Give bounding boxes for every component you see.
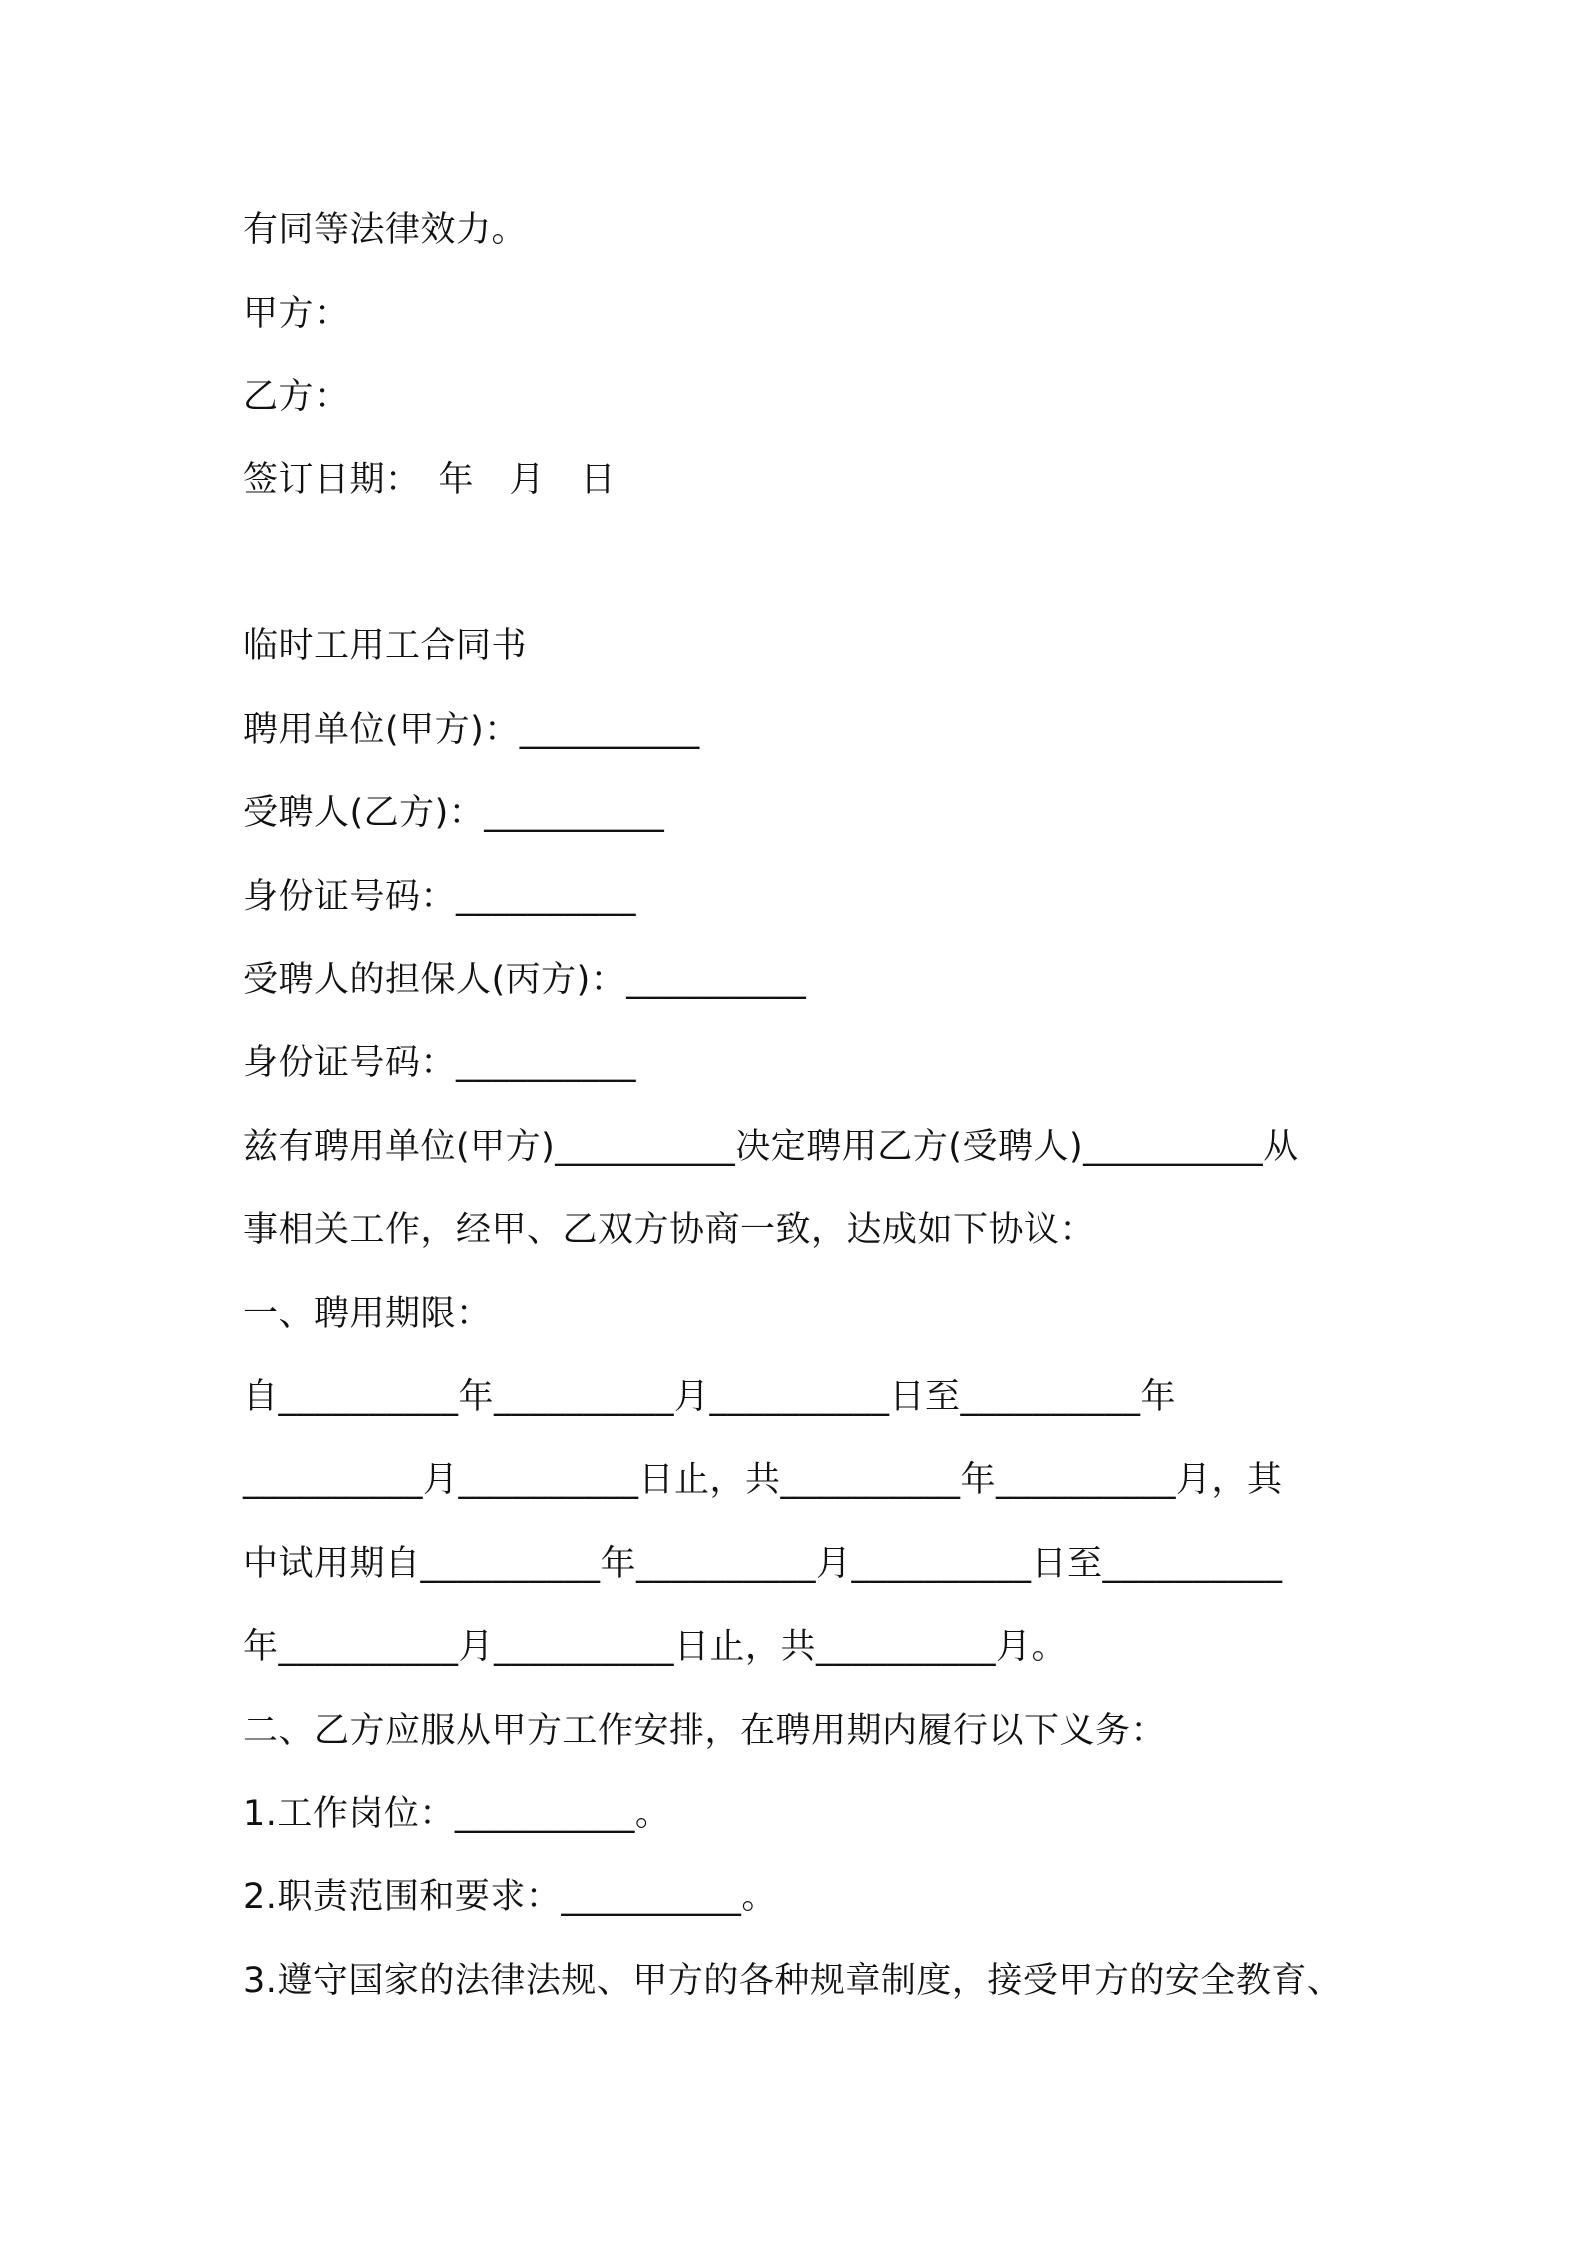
- text-line-compliance: 3.遵守国家的法律法规、甲方的各种规章制度，接受甲方的安全教育、: [243, 1961, 1343, 2001]
- text-line-term-3: 中试用期自__________年__________月__________日至__________: [243, 1544, 1283, 1584]
- text-line-duties: 2.职责范围和要求：__________。: [243, 1877, 777, 1917]
- text-line-intro-2: 事相关工作，经甲、乙双方协商一致，达成如下协议：: [243, 1210, 1096, 1250]
- section-heading-obligations: 二、乙方应服从甲方工作安排，在聘用期内履行以下义务：: [243, 1711, 1167, 1751]
- text-line-employee: 受聘人(乙方)：__________: [243, 793, 665, 833]
- text-line-party-b: 乙方：: [243, 377, 350, 417]
- text-line-term-2: __________月__________日止，共__________年__________月，其: [243, 1460, 1283, 1500]
- text-line-term-4: 年__________月__________日止，共__________月。: [243, 1627, 1068, 1667]
- text-line-id-number: 身份证号码：__________: [243, 877, 637, 917]
- text-line-guarantor-id: 身份证号码：__________: [243, 1043, 637, 1083]
- section-heading-term: 一、聘用期限：: [243, 1294, 492, 1334]
- text-line-party-a: 甲方：: [243, 294, 350, 334]
- text-line-term-1: 自__________年__________月__________日至__________年: [243, 1377, 1177, 1417]
- text-line-signing-date: 签订日期： 年 月 日: [243, 460, 617, 500]
- text-line-legal-effect: 有同等法律效力。: [243, 210, 528, 250]
- contract-title: 临时工用工合同书: [243, 626, 528, 666]
- text-line-employer: 聘用单位(甲方)：__________: [243, 710, 700, 750]
- text-line-job-position: 1.工作岗位：__________。: [243, 1794, 671, 1834]
- text-line-intro-1: 兹有聘用单位(甲方)__________决定聘用乙方(受聘人)__________从: [243, 1127, 1299, 1167]
- text-line-guarantor: 受聘人的担保人(丙方)：__________: [243, 960, 807, 1000]
